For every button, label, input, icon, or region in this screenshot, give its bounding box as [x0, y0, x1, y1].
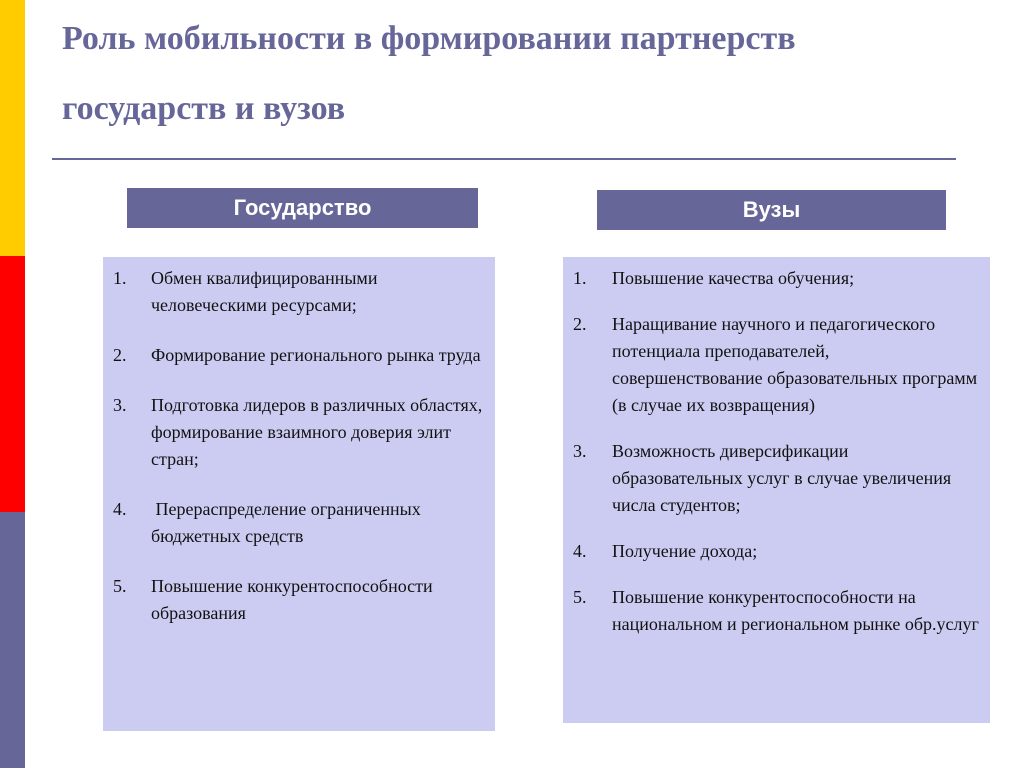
- list-item: [563, 265, 982, 292]
- item-text: Повышение качества обучения;: [612, 268, 855, 288]
- item-number: 2.: [113, 345, 127, 365]
- item-text: Повышение конкурентоспособности на национальном и региональном рынке обр.услуг: [612, 587, 979, 634]
- list-item: [103, 573, 487, 627]
- item-text: Повышение конкурентоспособности образования: [151, 576, 433, 623]
- item-number: 4.: [113, 499, 127, 519]
- item-text: Подготовка лидеров в различных областях, формирование взаимного доверия элит стран;: [151, 395, 483, 469]
- decor-stripe-red: [0, 256, 25, 512]
- university-benefits-list: [563, 265, 982, 638]
- decor-stripe-yellow: [0, 0, 25, 256]
- item-text: Получение дохода;: [612, 541, 758, 561]
- list-item: [103, 392, 487, 473]
- item-number: 5.: [573, 587, 587, 607]
- universities-column-header: Вузы: [597, 190, 946, 230]
- item-text: Формирование регионального рынка труда: [151, 345, 481, 365]
- list-item: [563, 538, 982, 565]
- item-number: 5.: [113, 576, 127, 596]
- item-number: 3.: [113, 395, 127, 415]
- university-benefits-panel: [563, 257, 990, 723]
- item-number: 3.: [573, 441, 587, 461]
- item-number: 4.: [573, 541, 587, 561]
- state-benefits-list: [103, 265, 487, 627]
- item-number: 1.: [113, 268, 127, 288]
- state-column-header: Государство: [127, 188, 478, 228]
- item-number: 2.: [573, 314, 587, 334]
- item-text: Перераспределение ограниченных бюджетных средств: [151, 499, 426, 546]
- item-text: Наращивание научного и педагогического потенциала преподавателей, совершенствование образовательных программ (в случае их возвращения): [612, 314, 978, 415]
- list-item: [563, 311, 982, 419]
- item-number: 1.: [573, 268, 587, 288]
- title-divider: [52, 158, 956, 160]
- list-item: [103, 265, 487, 319]
- item-text: Возможность диверсификации образовательных услуг в случае увеличения числа студентов;: [612, 441, 952, 515]
- decor-stripe-purple: [0, 512, 25, 768]
- state-benefits-panel: [103, 257, 495, 731]
- list-item: [103, 342, 487, 369]
- list-item: [563, 584, 982, 638]
- list-item: [103, 496, 487, 550]
- list-item: [563, 438, 982, 519]
- item-text: Обмен квалифицированными человеческими ресурсами;: [151, 268, 378, 315]
- slide-title: Роль мобильности в формировании партнерств государств и вузов: [62, 20, 796, 127]
